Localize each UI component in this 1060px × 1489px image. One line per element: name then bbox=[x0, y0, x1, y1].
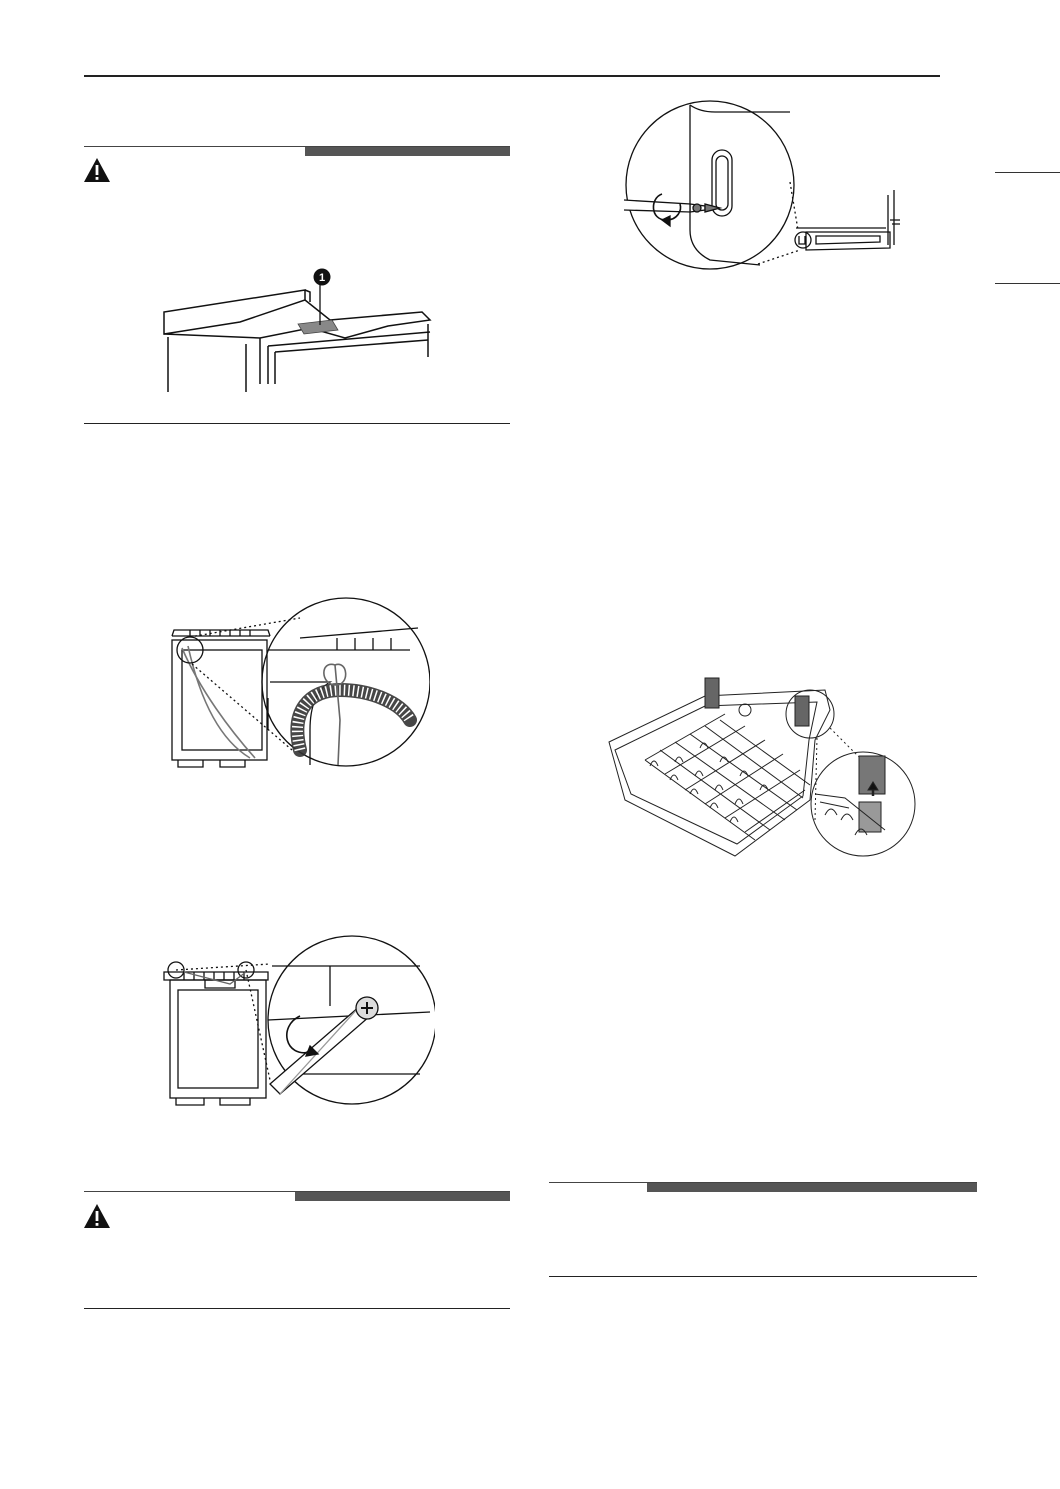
note-box-bar bbox=[647, 1183, 977, 1192]
svg-text:1: 1 bbox=[318, 272, 326, 284]
header-rule bbox=[84, 75, 940, 77]
screw-removal-illustration bbox=[160, 928, 435, 1113]
dish-rack-illustration bbox=[605, 670, 925, 860]
top-panel-illustration bbox=[160, 262, 435, 394]
warning-box-1-bottomline bbox=[84, 423, 510, 424]
note-box-bottomline bbox=[549, 1276, 977, 1277]
side-tab-marker-bottom bbox=[995, 283, 1060, 284]
warning-triangle-icon bbox=[83, 1203, 111, 1229]
warning-box-2-bar bbox=[295, 1192, 510, 1201]
hose-string-illustration bbox=[160, 590, 430, 775]
warning-triangle-icon bbox=[83, 157, 111, 183]
side-tab-marker-top bbox=[995, 172, 1060, 173]
callout-1 bbox=[313, 268, 331, 291]
warning-box-2-bottomline bbox=[84, 1308, 510, 1309]
warning-box-1-bar bbox=[305, 147, 510, 156]
bracket-screw-illustration bbox=[620, 100, 920, 280]
